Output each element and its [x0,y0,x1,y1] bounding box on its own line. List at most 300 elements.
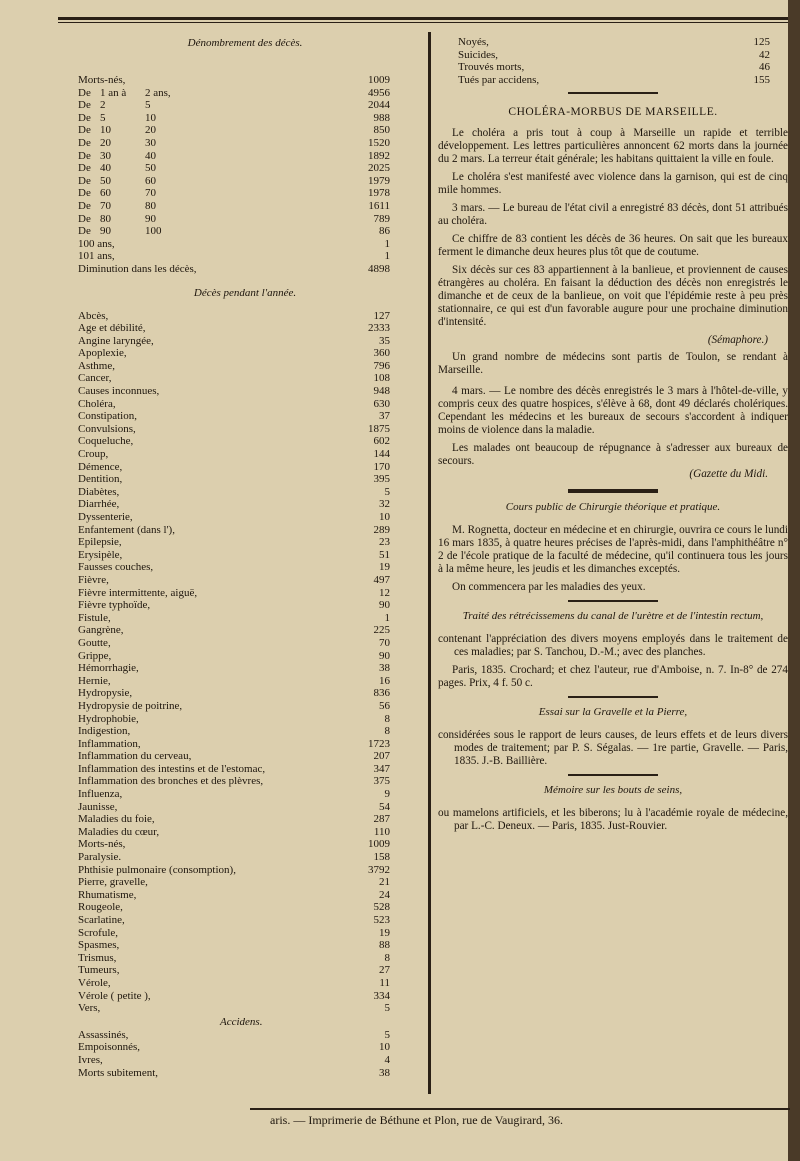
row-value: 395 [373,473,390,486]
table-row [70,175,420,188]
row-label: Inflammation, [78,737,141,750]
age-to: 30 [145,136,156,149]
row-label: Morts-nés, [78,74,126,86]
table-row [70,112,420,125]
table-row [70,435,420,448]
row-value: 3792 [368,863,390,876]
row-value: 1009 [368,838,390,851]
table-row [70,561,420,574]
table-row [70,587,420,600]
row-label: Enfantement (dans l'), [78,523,175,536]
row-value: 158 [373,851,390,864]
table-row [70,725,420,738]
table-row [70,250,420,263]
paragraph: Ce chiffre de 83 contient les décès de 36 heures. On sait que les bureaux ferment le dimanche deux heures plus tôt que de coutume. [438,233,788,259]
paragraph: Les malades ont beaucoup de répugnance à s'adresser aux bureaux de secours. [438,442,788,468]
row-label: De [78,174,91,187]
top-rule [58,17,788,23]
row-label: Goutte, [78,636,111,649]
row-label: De [78,111,91,124]
row-value: 796 [373,359,390,372]
right-column [438,36,788,838]
row-value: 1892 [368,149,390,162]
row-label: Dentition, [78,473,123,486]
row-label: De [78,199,91,212]
row-label: Convulsions, [78,422,136,435]
age-from: 10 [100,124,111,137]
table-row [70,410,420,423]
table-row [70,137,420,150]
row-label: Morts-nés, [78,838,126,851]
traite-title: Traité des rétrécissemens du canal de l'urètre et de l'intestin rectum, [462,610,764,623]
table-row [70,612,420,625]
row-label: Ivres, [78,1053,103,1066]
row-value: 528 [373,901,390,914]
table-row [70,385,420,398]
table-row [70,360,420,373]
table-row [70,927,420,940]
row-value: 32 [379,498,390,511]
imprint-footer: aris. — Imprimerie de Béthune et Plon, rue de Vaugirard, 36. [270,1113,564,1127]
paragraph: On commencera par les maladies des yeux. [452,581,646,594]
row-value: 8 [384,712,390,725]
row-value: 1 [384,237,390,250]
table-row [70,536,420,549]
table-row [70,1041,420,1054]
paragraph: considérées sous le rapport de leurs causes, de leurs effets et de leurs divers modes de traitement; par P. S. Ségalas. — 1re partie, Gravelle. — Paris, 1835. J.-B. Baillière. [438,729,788,768]
age-from: 40 [100,162,111,175]
row-value: 225 [373,624,390,637]
row-label: Fièvre typhoïde, [78,599,151,612]
row-value: 375 [373,775,390,788]
row-label: Trouvés morts, [458,61,525,74]
table-row [70,187,420,200]
age-to: 20 [145,124,156,137]
table-row [70,574,420,587]
deaths-count-heading: Dénombrement des décès. [187,37,303,49]
row-label: Phthisie pulmonaire (consomption), [78,863,236,876]
row-value: 42 [759,48,770,61]
table-row [70,87,420,100]
row-value: 287 [373,813,390,826]
row-label: Inflammation du cerveau, [78,750,192,763]
row-label: Abcès, [78,309,109,322]
row-value: 1978 [368,187,390,200]
row-label: Influenza, [78,788,123,801]
row-label: Démence, [78,460,123,473]
table-row [70,788,420,801]
row-value: 4 [384,1053,390,1066]
table-row [70,700,420,713]
table-row [70,549,420,562]
table-row [70,74,420,87]
table-row [70,851,420,864]
row-value: 5 [384,485,390,498]
table-row [438,49,788,62]
table-row [438,36,788,49]
row-label: Jaunisse, [78,800,118,813]
paragraph: Un grand nombre de médecins sont partis de Toulon, se rendant à Marseille. [438,351,788,377]
row-value: 2025 [368,162,390,175]
row-label: Hydropysie, [78,687,133,700]
row-label: Diabètes, [78,485,120,498]
row-label: Tumeurs, [78,964,120,977]
row-value: 948 [373,385,390,398]
row-value: 46 [759,61,770,74]
age-to: 80 [145,199,156,212]
row-value: 988 [373,111,390,124]
separator [568,774,658,776]
paragraph: 3 mars. — Le bureau de l'état civil a enregistré 83 décès, dont 51 attribués au choléra. [438,202,788,228]
age-from: 5 [100,111,106,124]
table-row [70,423,420,436]
table-row [70,964,420,977]
separator [568,489,658,493]
accidents-heading: Accidens. [220,1015,263,1028]
table-row [70,889,420,902]
age-table [70,74,420,276]
row-label: Asthme, [78,359,115,372]
table-row [70,200,420,213]
row-value: 334 [373,989,390,1002]
age-from: 90 [100,225,111,238]
age-from: 80 [100,212,111,225]
row-value: 1723 [368,737,390,750]
row-value: 630 [373,397,390,410]
signature: (Sémaphore.) [707,334,768,347]
row-value: 10 [379,511,390,523]
separator [568,600,658,602]
essai-title: Essai sur la Gravelle et la Pierre, [538,706,688,719]
paragraph: Paris, 1835. Crochard; et chez l'auteur, rue d'Amboise, n. 7. In-8° de 274 pages. Prix, 4 f. 50 c. [438,664,788,690]
accidents-table [70,1029,420,1079]
table-row [70,901,420,914]
signature: (Gazette du Midi. [689,468,768,481]
row-label: Hémorrhagie, [78,662,139,675]
row-label: Constipation, [78,410,137,423]
row-value: 54 [379,800,390,813]
row-label: De [78,86,91,99]
age-from: 70 [100,199,111,212]
age-to: 50 [145,162,156,175]
table-row [70,977,420,990]
table-row [70,524,420,537]
table-row [70,322,420,335]
row-value: 207 [373,750,390,763]
table-row [70,775,420,788]
row-value: 789 [373,212,390,225]
memoire-title: Mémoire sur les bouts de seins, [543,784,683,797]
row-label: De [78,187,91,200]
row-label: Age et débilité, [78,322,146,335]
table-row [70,990,420,1003]
row-label: Hydrophobie, [78,712,139,725]
row-value: 289 [373,523,390,536]
row-value: 21 [379,876,390,889]
row-value: 127 [373,309,390,322]
age-from: 2 [100,99,106,112]
row-label: Choléra, [78,397,116,410]
table-row [70,448,420,461]
row-label: De [78,149,91,162]
row-label: Maladies du cœur, [78,825,160,838]
table-row [70,750,420,763]
row-label: De [78,136,91,149]
row-label: Grippe, [78,649,112,662]
row-value: 347 [373,762,390,775]
table-row [70,461,420,474]
paragraph: Le choléra a pris tout à coup à Marseille un rapide et terrible développement. Les lettres particulières annoncent 62 morts dans la journée du 2 mars. La terreur était générale; les habitans quittaient la ville en foule. [438,127,788,166]
row-label: Hydropysie de poitrine, [78,699,183,712]
row-value: 10 [379,1041,390,1054]
row-value: 5 [384,1002,390,1015]
table-row [70,150,420,163]
row-value: 90 [379,599,390,612]
table-row [70,1002,420,1015]
table-row [70,864,420,877]
row-value: 19 [379,926,390,939]
row-value: 108 [373,372,390,385]
row-value: 5 [384,1028,390,1041]
row-value: 16 [379,674,390,687]
causes-table [70,310,420,1015]
row-label: Spasmes, [78,939,120,952]
table-row [70,826,420,839]
row-value: 836 [373,687,390,700]
row-value: 1979 [368,174,390,187]
row-value: 1520 [368,136,390,149]
row-value: 24 [379,888,390,901]
row-value: 19 [379,561,390,574]
left-column [70,34,420,1079]
row-value: 497 [373,573,390,586]
right-counts-table [438,36,788,86]
row-value: 1009 [368,74,390,86]
row-label: 101 ans, [78,250,115,263]
row-label: Apoplexie, [78,347,127,360]
row-value: 70 [379,636,390,649]
table-row [70,624,420,637]
table-row [70,162,420,175]
table-row [70,738,420,751]
table-row [70,1067,420,1080]
age-from: 60 [100,187,111,200]
table-row [438,74,788,87]
row-label: Tués par accidens, [458,73,540,86]
row-value: 110 [373,825,390,838]
row-label: Dyssenterie, [78,511,133,523]
row-label: Croup, [78,448,109,461]
row-value: 51 [379,548,390,561]
row-label: Paralysie. [78,851,122,864]
row-value: 38 [379,662,390,675]
table-row [438,61,788,74]
cours-title: Cours public de Chirurgie théorique et pratique. [505,501,721,514]
row-value: 850 [373,124,390,137]
age-to: 2 ans, [145,86,171,99]
row-label: Epilepsie, [78,536,122,549]
row-label: Trismus, [78,951,117,964]
table-row [70,486,420,499]
row-value: 2044 [368,99,390,112]
age-from: 20 [100,136,111,149]
table-row [70,372,420,385]
age-from: 30 [100,149,111,162]
table-row [70,713,420,726]
row-label: Noyés, [458,36,489,48]
column-divider [428,32,431,1094]
age-to: 60 [145,174,156,187]
row-label: Assassinés, [78,1028,129,1041]
row-value: 37 [379,410,390,423]
table-row [70,687,420,700]
row-value: 11 [379,976,390,989]
table-row [70,952,420,965]
table-row [70,225,420,238]
row-label: Erysipèle, [78,548,123,561]
table-row [70,801,420,814]
table-row [70,599,420,612]
row-label: Inflammation des intestins et de l'estomac, [78,762,266,775]
row-label: Scrofule, [78,926,119,939]
row-label: Empoisonnés, [78,1041,141,1054]
row-label: Rougeole, [78,901,123,914]
age-to: 40 [145,149,156,162]
row-value: 1 [384,611,390,624]
table-row [70,914,420,927]
row-label: Gangrène, [78,624,124,637]
row-value: 523 [373,914,390,926]
table-row [70,939,420,952]
row-value: 90 [379,649,390,662]
row-label: De [78,124,91,137]
age-to: 90 [145,212,156,225]
row-label: Rhumatisme, [78,888,137,901]
row-label: Angine laryngée, [78,334,154,347]
age-from: 50 [100,174,111,187]
table-row [70,511,420,524]
paragraph: Le choléra s'est manifesté avec violence dans la garnison, qui est de cinq mile hommes. [438,171,788,197]
row-value: 56 [379,699,390,712]
row-label: De [78,162,91,175]
row-label: Vérole ( petite ), [78,989,151,1002]
row-label: Morts subitement, [78,1066,159,1079]
row-label: Fièvre intermittente, aiguë, [78,586,198,599]
table-row [70,213,420,226]
separator [568,696,658,698]
age-to: 100 [145,225,162,238]
table-row [70,1029,420,1042]
row-value: 1611 [368,199,390,212]
table-row [70,876,420,889]
row-label: Fausses couches, [78,561,154,574]
table-row [70,124,420,137]
row-label: Hernie, [78,674,111,687]
row-value: 4898 [368,262,390,275]
row-value: 360 [373,347,390,360]
table-row [70,838,420,851]
table-row [70,675,420,688]
table-row [70,473,420,486]
separator [568,92,658,94]
row-value: 86 [379,225,390,238]
age-from: 1 an à [100,86,127,99]
table-row [70,637,420,650]
table-row [70,398,420,411]
row-value: 4956 [368,86,390,99]
bottom-rule [250,1108,790,1110]
row-value: 12 [379,586,390,599]
row-label: Scarlatine, [78,914,125,926]
cholera-title: CHOLÉRA-MORBUS DE MARSEILLE. [508,106,718,119]
row-value: 9 [384,788,390,801]
paragraph: Six décès sur ces 83 appartiennent à la banlieue, et proviennent de causes étrangères au choléra. En faisant la déduction des décès non enregistrés le dimanche et de ceux de la banlieue, on voit que l'épidémie reste à peu près stationnaire, ce qui est d'un favorable augure pour une prochaine diminution d'intensité. [438,264,788,329]
row-value: 144 [373,448,390,461]
page-edge [788,0,800,1161]
row-value: 8 [384,951,390,964]
row-label: Coqueluche, [78,435,134,448]
row-label: Pierre, gravelle, [78,876,148,889]
row-label: Diarrhée, [78,498,120,511]
row-label: De [78,225,91,238]
row-label: 100 ans, [78,237,115,250]
paragraph: contenant l'appréciation des divers moyens employés dans le traitement de ces maladies; par S. Tanchou, D.-M.; avec des planches. [438,633,788,659]
row-value: 8 [384,725,390,738]
row-value: 155 [753,73,770,86]
row-label: Fièvre, [78,573,109,586]
table-row [70,650,420,663]
paragraph: ou mamelons artificiels, et les biberons; lu à l'académie royale de médecine, par L.-C. Deneux. — Paris, 1835. Just-Rouvier. [438,807,788,833]
row-label: Inflammation des bronches et des plèvres, [78,775,264,788]
row-label: Diminution dans les décès, [78,262,197,275]
row-value: 1 [384,250,390,263]
row-value: 23 [379,536,390,549]
row-value: 38 [379,1066,390,1079]
row-label: De [78,212,91,225]
table-row [70,662,420,675]
row-value: 125 [753,36,770,48]
age-to: 5 [145,99,151,112]
row-label: Indigestion, [78,725,131,738]
row-value: 602 [373,435,390,448]
row-value: 170 [373,460,390,473]
row-value: 2333 [368,322,390,335]
table-row [70,310,420,323]
table-row [70,335,420,348]
row-value: 88 [379,939,390,952]
row-label: Suicides, [458,48,499,61]
paragraph: 4 mars. — Le nombre des décès enregistrés le 3 mars à l'hôtel-de-ville, y compris ceux des quatre hospices, s'élève à 68, dont 49 déclarés cholériques. Cependant les médecins et les bureaux de secours s'accordent à indiquer moins de violence dans la maladie. [438,385,788,437]
row-label: Vérole, [78,976,111,989]
row-value: 27 [379,964,390,977]
age-to: 70 [145,187,156,200]
row-value: 35 [379,334,390,347]
table-row [70,347,420,360]
row-label: Maladies du foie, [78,813,155,826]
row-label: Vers, [78,1002,101,1015]
table-row [70,498,420,511]
table-row [70,763,420,776]
row-label: Cancer, [78,372,112,385]
row-label: De [78,99,91,112]
table-row [70,99,420,112]
table-row [70,238,420,251]
row-label: Causes inconnues, [78,385,160,398]
deaths-year-heading: Décès pendant l'année. [193,286,297,299]
age-to: 10 [145,111,156,124]
table-row [70,1054,420,1067]
row-label: Fistule, [78,611,111,624]
